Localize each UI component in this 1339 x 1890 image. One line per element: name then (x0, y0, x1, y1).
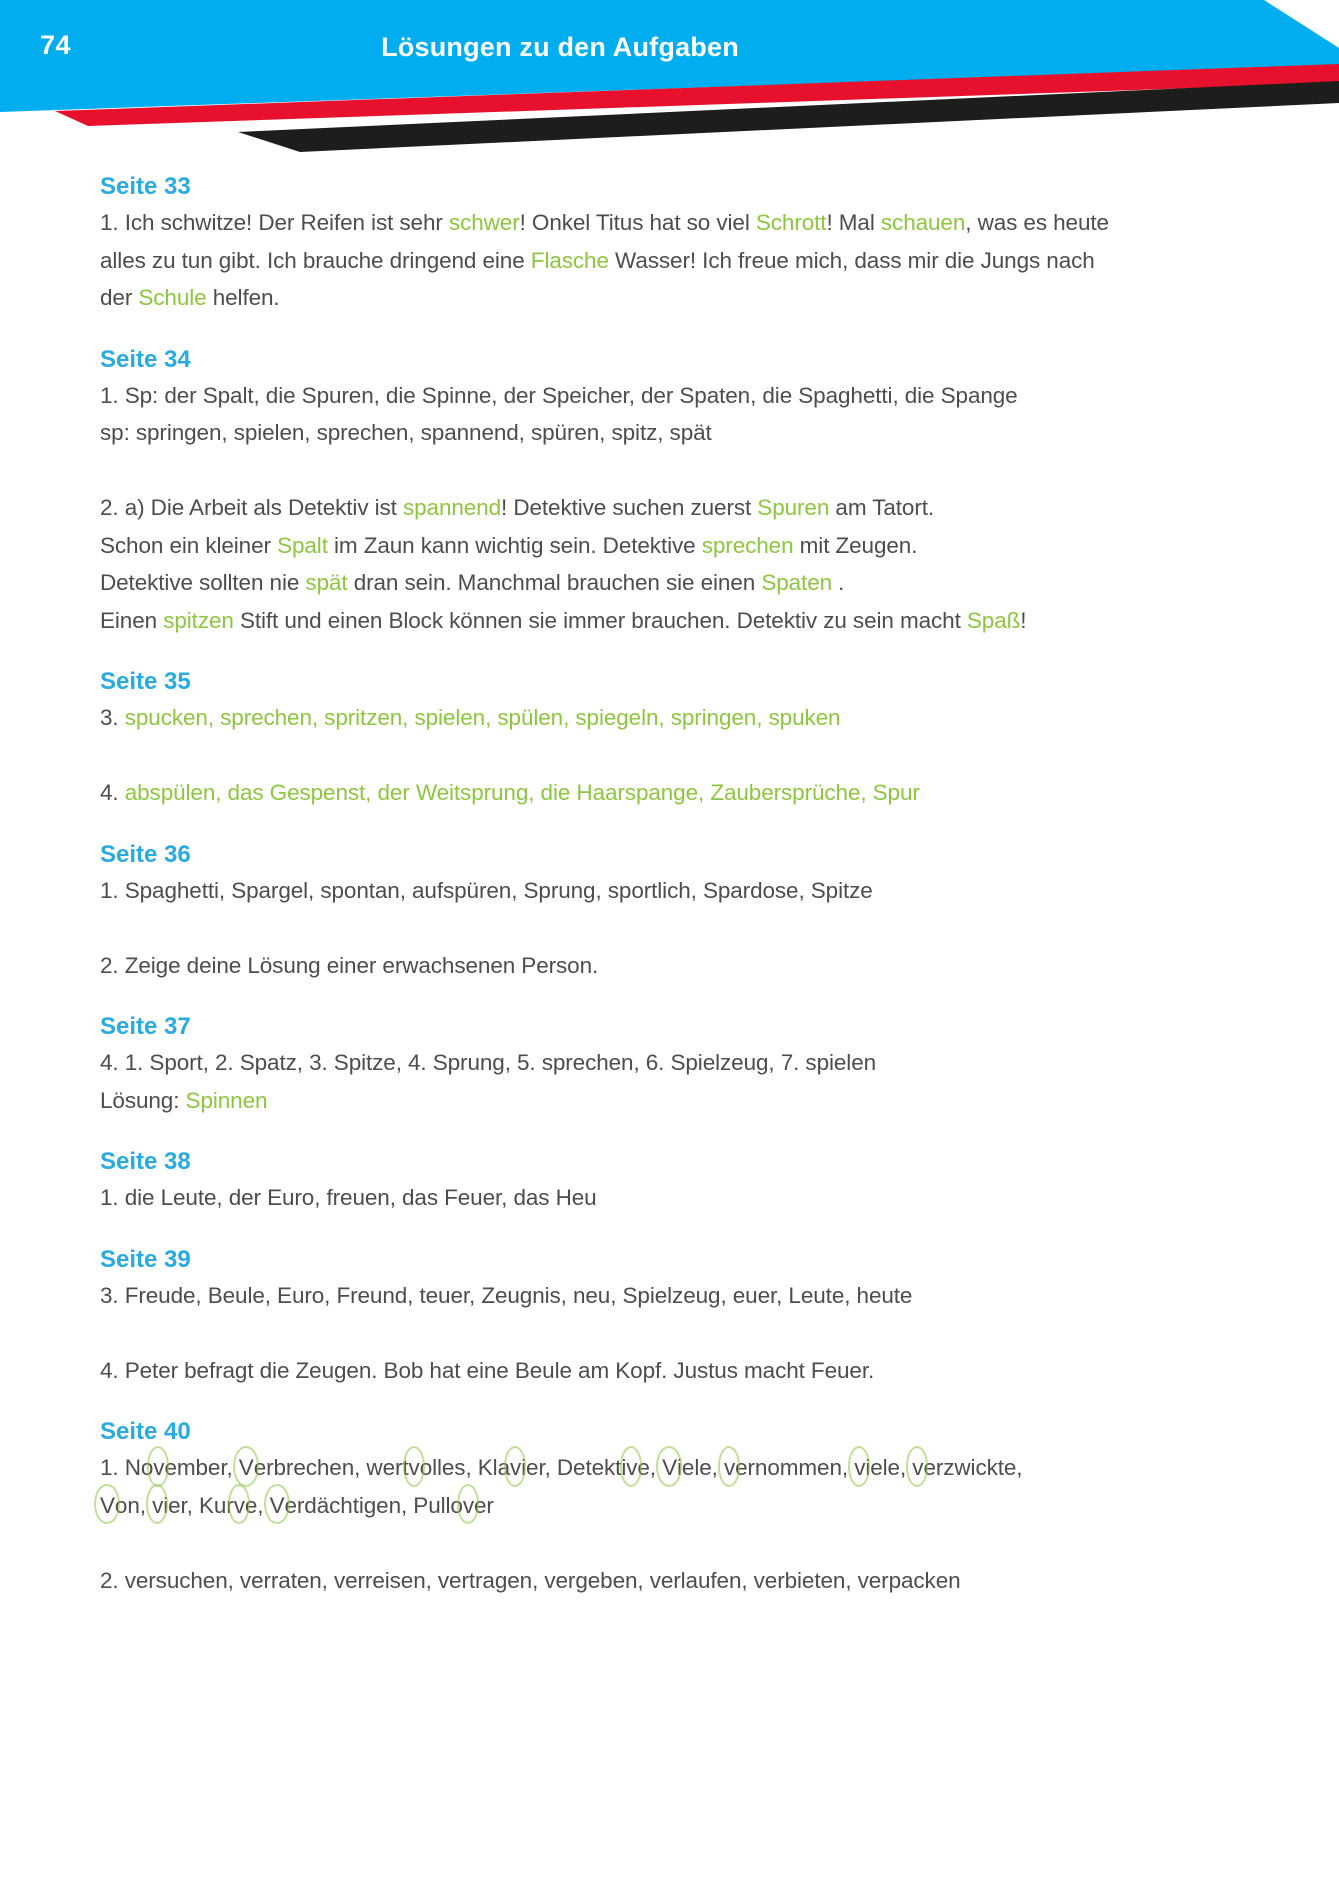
text-line (100, 489, 1290, 527)
section-heading: Seite 40 (100, 1418, 191, 1445)
section-seite-34 (100, 343, 1290, 640)
circled-letter: V (270, 1487, 285, 1525)
text-line (100, 774, 1290, 812)
section-heading: Seite 37 (100, 1013, 191, 1040)
circled-letter: v (724, 1449, 735, 1487)
text-segment: Einen (100, 607, 164, 633)
highlighted-word: Schule (138, 285, 207, 310)
text-segment: Schon ein kleiner (100, 532, 278, 558)
circled-letter: v (463, 1487, 474, 1525)
text-line (100, 1562, 1290, 1600)
paragraph-gap (100, 1524, 1290, 1562)
highlighted-word: Spuren (757, 495, 830, 520)
text-segment: iele, (865, 1455, 913, 1480)
text-line (100, 947, 1290, 985)
circled-letter: v (626, 1449, 637, 1487)
text-segment: sp: springen, spielen, sprechen, spannend, spüren, spitz, spät (100, 420, 712, 445)
text-segment: 1. Ich schwitze! Der Reifen ist sehr (100, 210, 449, 235)
highlighted-word: spucken, sprechen, spritzen, spielen, spülen, spiegeln, springen, spuken (124, 705, 841, 730)
text-segment: er (473, 1492, 494, 1518)
text-segment: on, (114, 1492, 153, 1518)
section-seite-38 (100, 1145, 1290, 1217)
text-line (100, 1277, 1290, 1315)
text-segment: e, (244, 1492, 270, 1518)
text-line (100, 602, 1290, 640)
text-segment: 3. (100, 705, 125, 730)
circled-letter: V (239, 1449, 254, 1487)
text-segment: . (832, 570, 845, 595)
text-segment: ! Onkel Titus hat so viel (519, 210, 756, 235)
text-segment: 1. Sp: der Spalt, die Spuren, die Spinne, der Speicher, der Spaten, die Spaghetti, die Spange (100, 382, 1018, 408)
circled-letter: v (912, 1449, 923, 1487)
section-heading: Seite 34 (100, 345, 191, 373)
circled-letter: v (153, 1449, 164, 1487)
text-line (100, 1449, 1290, 1487)
section-heading: Seite 36 (100, 840, 191, 868)
text-segment: 2. a) Die Arbeit als Detektiv ist (100, 495, 403, 520)
text-segment: ! Mal (826, 210, 881, 235)
text-segment: ! Detektive suchen zuerst (501, 495, 758, 520)
circled-letter: v (234, 1487, 245, 1525)
text-line (100, 1487, 1290, 1525)
text-segment: 2. versuchen, verraten, verreisen, vertragen, vergeben, verlaufen, verbieten, verpacken (100, 1567, 961, 1593)
circled-letter: v (854, 1449, 865, 1487)
highlighted-word: Flasche (530, 247, 609, 273)
text-segment: iele, (677, 1455, 724, 1480)
circled-letter: V (100, 1487, 115, 1525)
text-segment: 4. Peter befragt die Zeugen. Bob hat eine Beule am Kopf. Justus macht Feuer. (100, 1357, 875, 1383)
text-line (100, 1179, 1290, 1217)
text-segment: , was es heute (965, 210, 1109, 235)
highlighted-word: Spinnen (185, 1087, 268, 1113)
text-line (100, 699, 1290, 737)
highlighted-word: Spaten (761, 570, 833, 595)
text-line (100, 527, 1290, 565)
highlighted-word: Spaß (966, 607, 1021, 633)
paragraph-gap (100, 1314, 1290, 1352)
text-segment: ernommen, (735, 1455, 855, 1480)
highlighted-word: abspülen, das Gespenst, der Weitsprung, die Haarspange, Zaubersprüche, Spur (124, 780, 920, 805)
text-segment: alles zu tun gibt. Ich brauche dringend eine (100, 247, 531, 273)
text-segment: 1. No (100, 1455, 154, 1480)
section-heading: Seite 33 (100, 173, 191, 200)
text-line (100, 414, 1290, 452)
circled-letter: V (662, 1449, 677, 1487)
text-segment: erdächtigen, Pullo (284, 1492, 463, 1518)
section-seite-33 (100, 170, 1290, 317)
text-segment: 1. die Leute, der Euro, freuen, das Feuer, das Heu (100, 1185, 597, 1210)
highlighted-word: spannend (402, 495, 502, 520)
text-segment: olles, Kla (419, 1455, 510, 1480)
text-segment: e, (637, 1455, 663, 1480)
text-segment: erbrechen, wert (253, 1455, 409, 1480)
text-segment: Lösung: (100, 1087, 186, 1113)
section-heading: Seite 38 (100, 1148, 191, 1175)
text-line (100, 1044, 1290, 1082)
page-number: 74 (40, 30, 72, 60)
text-segment: im Zaun kann wichtig sein. Detektive (327, 532, 702, 558)
highlighted-word: Schrott (755, 210, 827, 235)
text-line (100, 377, 1290, 415)
page-header (0, 0, 1339, 160)
section-seite-36 (100, 838, 1290, 985)
text-segment: Wasser! Ich freue mich, dass mir die Jungs nach (608, 247, 1095, 273)
text-segment: 1. Spaghetti, Spargel, spontan, aufspüren, Sprung, sportlich, Spardose, Spitze (100, 877, 873, 903)
circled-letter: v (510, 1449, 521, 1487)
text-segment: 3. Freude, Beule, Euro, Freund, teuer, Zeugnis, neu, Spielzeug, euer, Leute, heute (100, 1282, 913, 1308)
text-segment: mit Zeugen. (793, 532, 918, 558)
circled-letter: v (409, 1449, 420, 1487)
section-heading: Seite 39 (100, 1245, 191, 1273)
text-segment: ! (1020, 607, 1027, 633)
text-line (100, 1082, 1290, 1120)
text-segment: am Tatort. (829, 495, 935, 520)
text-segment: dran sein. Manchmal brauchen sie einen (347, 570, 762, 595)
section-seite-37 (100, 1010, 1290, 1119)
text-segment: ier, Detekti (521, 1455, 627, 1480)
circled-letter: v (152, 1487, 163, 1525)
highlighted-word: schwer (448, 210, 520, 235)
text-line (100, 564, 1290, 602)
text-segment: erzwickte, (923, 1455, 1023, 1480)
highlighted-word: spitzen (163, 607, 234, 633)
text-segment: 2. Zeige deine Lösung einer erwachsenen Person. (100, 952, 599, 978)
text-segment: der (100, 285, 139, 310)
paragraph-gap (100, 909, 1290, 947)
text-segment: ember, (164, 1455, 239, 1480)
paragraph-gap (100, 737, 1290, 775)
section-heading: Seite 35 (100, 668, 191, 695)
text-line (100, 242, 1290, 280)
text-segment: 4. (100, 780, 125, 805)
text-line (100, 204, 1290, 242)
highlighted-word: spät (305, 570, 348, 595)
section-seite-40 (100, 1415, 1290, 1599)
highlighted-word: sprechen (701, 532, 794, 558)
text-segment: Stift und einen Block können sie immer brauchen. Detektiv zu sein macht (233, 607, 967, 633)
section-seite-35 (100, 665, 1290, 812)
highlighted-word: schauen (880, 210, 966, 235)
solutions-content (100, 150, 1290, 1599)
text-segment: ier, Kur (163, 1492, 234, 1518)
text-line (100, 279, 1290, 317)
page-title: Lösungen zu den Aufgaben (381, 32, 739, 62)
text-segment: Detektive sollten nie (100, 570, 306, 595)
text-line (100, 1352, 1290, 1390)
text-segment: 4. 1. Sport, 2. Spatz, 3. Spitze, 4. Sprung, 5. sprechen, 6. Spielzeug, 7. spielen (100, 1050, 877, 1075)
text-line (100, 872, 1290, 910)
highlighted-word: Spalt (277, 532, 328, 558)
text-segment: helfen. (206, 285, 280, 310)
paragraph-gap (100, 452, 1290, 490)
section-seite-39 (100, 1243, 1290, 1390)
